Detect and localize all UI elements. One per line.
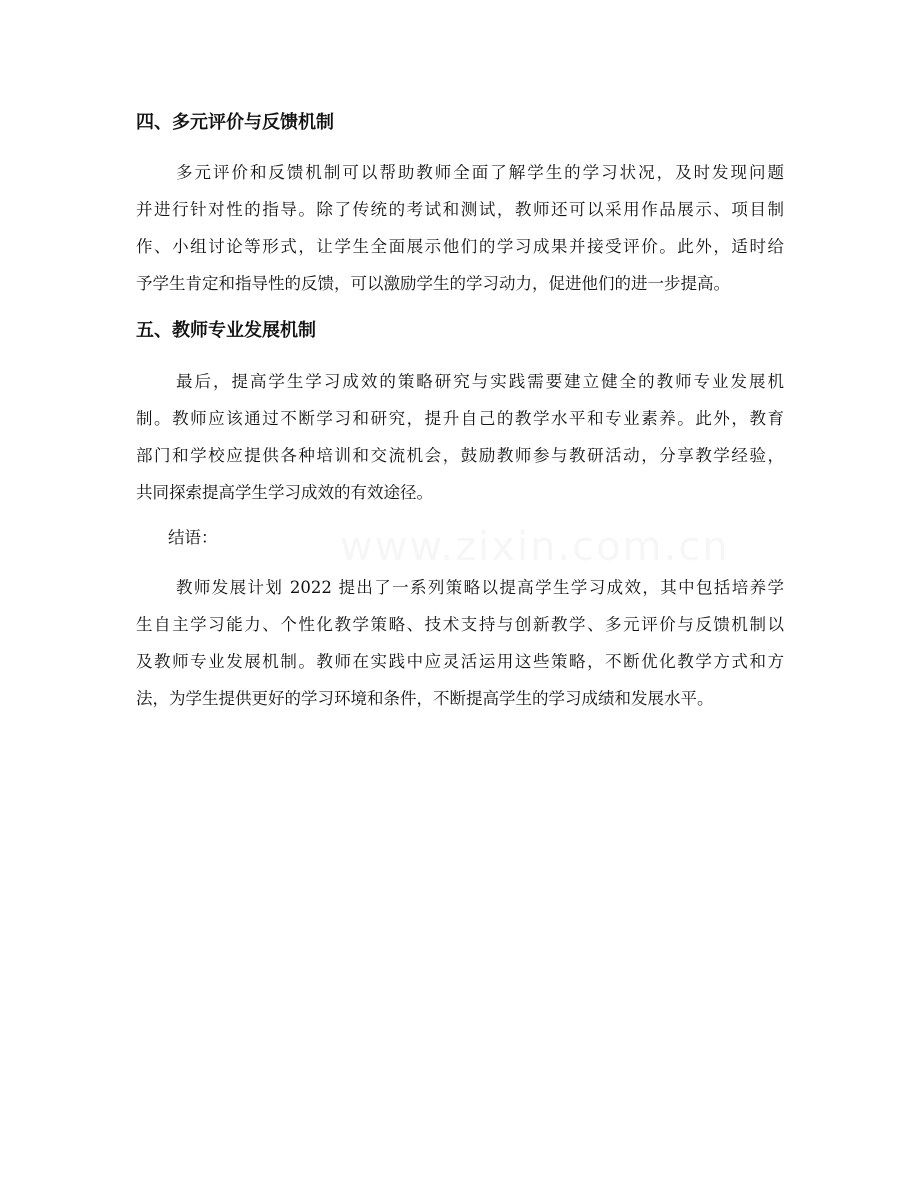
paragraph-line: 多元评价和反馈机制可以帮助教师全面了解学生的学习状况，及时发现问题 — [176, 163, 784, 182]
paragraph-line: 教师发展计划 2022 提出了一系列策略以提高学生学习成效，其中包括培养学 — [176, 578, 784, 597]
paragraph-line: 作、小组讨论等形式，让学生全面展示他们的学习成果并接受评价。此外，适时给 — [136, 237, 784, 256]
paragraph-line: 制。教师应该通过不断学习和研究，提升自己的教学水平和专业素养。此外，教育 — [136, 409, 784, 428]
paragraph-line: 共同探索提高学生学习成效的有效途径。 — [136, 483, 433, 502]
conclusion-label: 结语： — [168, 528, 218, 547]
paragraph-line: 法，为学生提供更好的学习环境和条件，不断提高学生的学习成绩和发展水平。 — [136, 689, 714, 708]
section-5-paragraph — [136, 363, 784, 511]
paragraph-line: 生自主学习能力、个性化教学策略、技术支持与创新教学、多元评价与反馈机制以 — [136, 615, 784, 634]
paragraph-line: 予学生肯定和指导性的反馈，可以激励学生的学习动力，促进他们的进一步提高。 — [136, 274, 730, 293]
watermark — [340, 524, 730, 570]
section-4-heading: 四、多元评价与反馈机制 — [136, 112, 334, 133]
paragraph-line: 部门和学校应提供各种培训和交流机会，鼓励教师参与教研活动，分享教学经验， — [136, 446, 784, 465]
section-5-heading: 五、教师专业发展机制 — [136, 320, 316, 341]
conclusion-paragraph — [136, 569, 784, 717]
paragraph-line: 及教师专业发展机制。教师在实践中应灵活运用这些策略，不断优化教学方式和方 — [136, 652, 784, 671]
paragraph-line: 最后，提高学生学习成效的策略研究与实践需要建立健全的教师专业发展机 — [176, 372, 784, 391]
paragraph-line: 并进行针对性的指导。除了传统的考试和测试，教师还可以采用作品展示、项目制 — [136, 200, 784, 219]
section-4-paragraph — [136, 154, 784, 302]
